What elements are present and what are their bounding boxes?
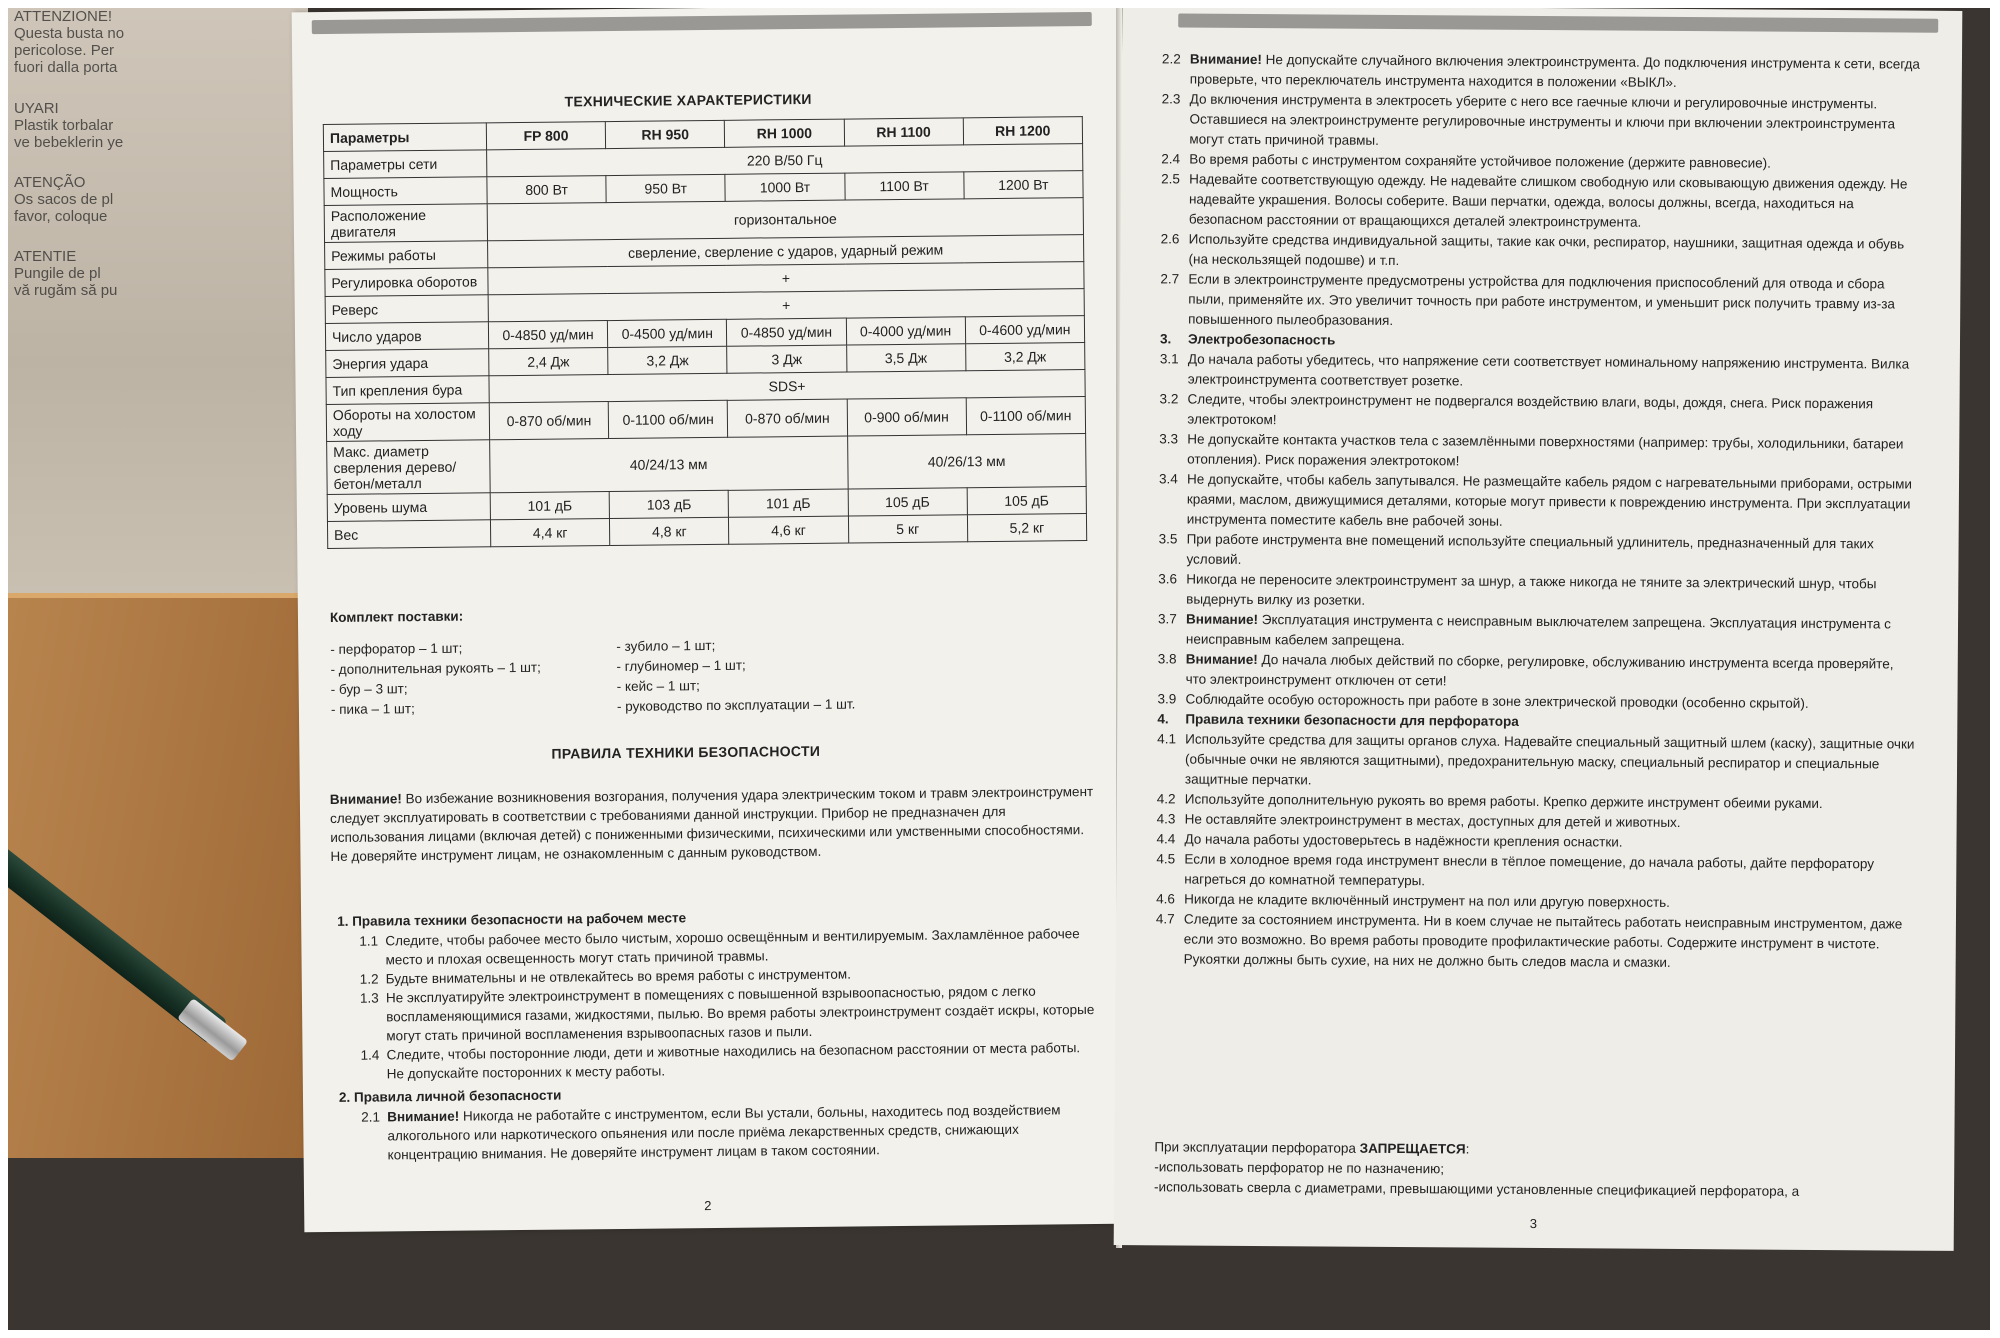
rule-item (1158, 569, 1918, 614)
spec-cell: 220 В/50 Гц (487, 144, 1083, 177)
spec-row-label: Регулировка оборотов (325, 268, 488, 297)
manual-page-2 (292, 8, 1130, 1232)
rule-item (360, 981, 1101, 1046)
forbidden-prefix: При эксплуатации перфоратора (1154, 1139, 1360, 1156)
rule-text (1189, 170, 1921, 235)
rule-number: 2.7 (1160, 271, 1180, 287)
rule-item (1160, 229, 1920, 274)
rule-number: 2.3 (1161, 91, 1181, 107)
kit-item: - кейс – 1 шт; (616, 678, 700, 694)
rule-body: Следите за состоянием инструмента. Ни в коем случае не пытайтесь работать неисправным инструментом, даже если это возможно. Во время работы проводите профилактические работы. Содержите инструмент в чистоте. Рукоятки должны быть сухие, на них не должно быть следов масла и смазки. (1183, 911, 1903, 970)
bag-text-pt: ATENÇÃO Os sacos de pl favor, coloque (14, 174, 114, 225)
rule-number: 2.2 (1161, 51, 1181, 67)
rule-body: До включения инструмента в электросеть уберите с него все гаечные ключи и регулировочные инструменты. Оставшиеся на электроинструменте регулировочные инструменты и ключи при включении электроинструмента могут стать причиной травмы. (1189, 91, 1896, 148)
rule-body: Следите, чтобы электроинструмент не подвергался воздействию влаги, воды, дождя, снега. Риск поражения электротоком! (1187, 391, 1874, 428)
spec-cell: 0-1100 об/мин (608, 400, 728, 438)
rule-text (1187, 390, 1919, 435)
forbidden-item: -использовать перфоратор не по назначению; (1154, 1159, 1445, 1177)
rule-body: Эксплуатация инструмента с неисправным выключателем запрещена. Эксплуатация инструмента с неисправным кабелем запрещена. (1185, 612, 1891, 649)
rule-bold: Внимание! (1186, 611, 1259, 628)
warning-paragraph (330, 782, 1101, 866)
rule-text: Будьте внимательны и не отвлекайтесь во время работы с инструментом. (385, 966, 851, 987)
forbidden-word: ЗАПРЕЩАЕТСЯ (1359, 1140, 1466, 1157)
spec-cell: 103 дБ (609, 490, 729, 518)
rule-number: 2.1 (361, 1109, 381, 1125)
spec-cell: 3 Дж (727, 345, 846, 373)
rule-item (1159, 389, 1919, 434)
rule-number: 4.4 (1156, 831, 1176, 847)
spec-row-label: Тип крепления бура (326, 376, 489, 405)
kit-item: - зубило – 1 шт; (616, 637, 716, 654)
rule-number: 2.4 (1161, 151, 1181, 167)
page-number: 3 (1529, 1215, 1538, 1232)
rule-number: 3.5 (1158, 531, 1178, 547)
spec-cell: 2,4 Дж (489, 348, 608, 376)
rule-body: До начала любых действий по сборке, регулировке, обслуживанию инструмента всегда проверяйте, что электроинструмент отключен от сети! (1185, 652, 1894, 689)
rule-text (1187, 470, 1919, 535)
rule-text (1189, 90, 1921, 155)
rule-text (1186, 530, 1918, 575)
spec-cell: 40/26/13 мм (847, 434, 1086, 489)
spec-cell: 0-4500 уд/мин (608, 319, 728, 347)
spec-row-label: Режимы работы (325, 241, 488, 270)
rule-body: При работе инструмента вне помещений используйте специальный удлинитель, предназначенный для таких условий. (1186, 531, 1874, 567)
kit-item: - перфоратор – 1 шт; (330, 640, 463, 657)
rule-number: 3.4 (1158, 471, 1178, 487)
rule-body: До начала работы убедитесь, что напряжение сети соответствует номинальному напряжению инструмента. Вилка электроинструмента соответствует розетке. (1187, 351, 1910, 389)
spec-cell: 4,4 кг (490, 519, 609, 547)
rule-number: 3.2 (1159, 391, 1179, 407)
spec-cell: 950 Вт (606, 174, 726, 202)
spec-row-label: Число ударов (325, 322, 488, 351)
spec-cell: SDS+ (489, 370, 1085, 403)
rule-number: 1.1 (359, 933, 379, 949)
kit-item: - бур – 3 шт; (330, 681, 408, 697)
spec-row-label: Расположение двигателя (324, 204, 487, 243)
right-rules-list (1156, 49, 1922, 974)
manual-page-3 (1114, 8, 1963, 1251)
warning-text: Во избежание возникновения возгорания, получения удара электрическим током и травм электроинструмент следует эксплуатировать в соответствии с требованиями данной инструкции. Прибор не предназначен для использования лицами (включая детей) с пониженными физическими, психическими или умственными способностями. Не доверяйте инструмент лицам, не ознакомленным с данным руководством. (330, 784, 1094, 864)
spec-cell: 101 дБ (490, 492, 609, 520)
photo-frame (8, 8, 1990, 1330)
spec-cell: горизонтальное (487, 198, 1083, 241)
rule-bold: Правила техники безопасности для перфоратора (1185, 711, 1519, 729)
rule-item (1157, 729, 1917, 794)
rule-text (1186, 610, 1918, 655)
spec-cell: 40/24/13 мм (490, 436, 848, 493)
spec-cell: 0-4600 уд/мин (965, 316, 1085, 344)
rule-bold: Электробезопасность (1187, 331, 1336, 348)
rule-item (1161, 89, 1921, 154)
kit-item: - глубиномер – 1 шт; (616, 657, 746, 674)
rule-item (1162, 49, 1922, 94)
spec-cell: 105 дБ (848, 488, 967, 516)
rule-number: 1.3 (359, 990, 379, 1006)
rule-number: 4.6 (1156, 891, 1175, 907)
rule-body: Никогда не работайте с инструментом, если Вы устали, больны, находитесь под воздействием алкогольного или наркотического опьянения или после приёма лекарственных средств, снижающих концентрацию внимания. Не доверяйте инструмент лицам в таком состоянии. (387, 1102, 1061, 1163)
spec-cell: 5,2 кг (967, 514, 1087, 542)
rule-item (1160, 349, 1920, 394)
rule-number: 3.6 (1158, 571, 1178, 587)
forbidden-suffix: : (1465, 1141, 1470, 1157)
rule-number: 4.7 (1155, 911, 1175, 927)
section-1-title: 1. Правила техники безопасности на рабочем месте (337, 910, 687, 929)
kit-list-1 (330, 638, 541, 720)
spec-cell: 0-870 об/мин (489, 402, 609, 440)
kit-item: - дополнительная рукоять – 1 шт; (330, 659, 541, 677)
rule-body: Надевайте соответствующую одежду. Не надевайте слишком свободную или сковывающую движения одежду. Не надевайте украшения. Волосы соберите. Ваши перчатки, одежда, волосы должны, всегда, находиться на безопасном расстоянии от вращающихся деталей электроинструмента. (1188, 171, 1908, 230)
section-1-list (359, 924, 1101, 1084)
spec-cell: 0-900 об/мин (847, 398, 967, 436)
spec-cell: 0-870 об/мин (728, 399, 848, 437)
rule-number: 3.1 (1159, 351, 1179, 367)
spec-row (327, 434, 1087, 495)
safety-title: ПРАВИЛА ТЕХНИКИ БЕЗОПАСНОСТИ (551, 742, 821, 762)
rule-text: Не эксплуатируйте электроинструмент в помещениях с повышенной взрывоопасностью, рядом с легко воспламеняющимися газами, жидкостями, пылью. Во время работы электроинструмент создаёт искры, которые могут стать причиной воспламенения взрывоопасных газов и пыли. (385, 983, 1095, 1044)
rule-item (1156, 909, 1916, 974)
spec-row-label: Обороты на холостом ходу (326, 403, 489, 442)
rule-text (1184, 850, 1916, 895)
spec-cell: + (488, 262, 1084, 295)
spec-header-params: Параметры (323, 123, 486, 152)
spec-row-label: Мощность (324, 177, 487, 206)
spec-header-model: RH 1200 (963, 117, 1083, 145)
rule-item (1161, 169, 1921, 234)
spec-table (323, 116, 1087, 549)
rule-item (1158, 649, 1918, 694)
rule-item (1156, 849, 1916, 894)
spec-cell: 0-4000 уд/мин (846, 317, 965, 345)
spec-row-label: Реверс (325, 295, 488, 324)
spec-cell: 0-4850 уд/мин (488, 321, 607, 349)
spec-cell: 4,6 кг (729, 516, 848, 544)
rule-number: 1.4 (360, 1047, 380, 1063)
spec-cell: 3,2 Дж (965, 343, 1085, 371)
kit-list-2 (616, 634, 855, 716)
rule-body: Используйте средства индивидуальной защиты, такие как очки, респиратор, наушники, защитная одежда и обувь (на нескользящей подошве) и т.п. (1188, 231, 1905, 269)
spec-row-label: Макс. диаметр сверления дерево/бетон/металл (327, 440, 491, 495)
rule-body: Соблюдайте особую осторожность при работе в зоне электрической проводки (особенно скрытой). (1185, 691, 1809, 711)
rule-body: Во время работы с инструментом сохраняйте устойчивое положение (держите равновесие). (1189, 151, 1771, 171)
rule-item (1160, 269, 1920, 334)
spec-cell: 1000 Вт (725, 173, 844, 201)
rule-item (1159, 469, 1919, 534)
spec-cell: + (488, 289, 1084, 322)
rule-item (361, 1100, 1102, 1165)
rule-number: 4.2 (1156, 791, 1176, 807)
rule-item (359, 924, 1099, 970)
rule-bold: Внимание! (1185, 651, 1258, 668)
rule-body: Используйте дополнительную рукоять во время работы. Крепко держите инструмент обеими руками. (1184, 791, 1823, 811)
rule-body: Не допускайте, чтобы кабель запутывался. Не размещайте кабель рядом с нагревательными приборами, острыми краями, маслом, движущимися деталями, которые могут привести к повреждению инструмента. При эксплуатации инструмента поместите кабель вне рабочей зоны. (1186, 471, 1912, 529)
rule-body: До начала работы удостоверьтесь в надёжности крепления оснастки. (1184, 831, 1623, 850)
rule-number: 3.7 (1158, 611, 1177, 627)
rule-number: 3.8 (1157, 651, 1177, 667)
rule-text: Следите, чтобы рабочее место было чистым, хорошо освещённым и вентилируемым. Захламлённое рабочее место и плохая освещенность могут стать причиной травмы. (385, 926, 1080, 968)
rule-text (1188, 270, 1920, 335)
rule-body: Не допускайте контакта участков тела с заземлёнными поверхностями (например: трубы, холодильники, батареи отопления). Риск поражения электротоком! (1187, 431, 1904, 469)
spec-header-model: RH 1100 (844, 118, 963, 146)
spec-header-model: RH 1000 (725, 119, 844, 147)
rule-text (1188, 350, 1920, 395)
rule-text (1184, 910, 1916, 975)
rule-number: 3.3 (1159, 431, 1179, 447)
rule-number: 1.2 (359, 971, 379, 987)
rule-number: 2.5 (1161, 171, 1180, 187)
rule-body: Если в холодное время года инструмент внесли в тёплое помещение, до начала работы, дайте перфоратору нагреться до комнатной температуры. (1184, 851, 1875, 889)
spec-row-label: Уровень шума (327, 493, 490, 522)
rule-number: 4.1 (1157, 731, 1177, 747)
rule-text (1185, 730, 1917, 795)
spec-cell: 0-4850 уд/мин (727, 318, 846, 346)
forbidden-item: -использовать сверла с диаметрами, превышающими установленные спецификацией перфоратора, а (1154, 1179, 1800, 1199)
rule-item (1158, 609, 1918, 654)
bag-text-it: ATTENZIONE! Questa busta no pericolose. Per fuori dalla porta (14, 8, 125, 76)
rule-text (1186, 570, 1918, 615)
rule-body: Не допускайте случайного включения электроинструмента. До подключения инструмента к сети, всегда проверьте, что переключатель инструмента находится в положении «ВЫКЛ». (1189, 52, 1920, 90)
spec-row-label: Параметры сети (324, 150, 487, 179)
rule-body: Если в электроинструменте предусмотрены устройства для подключения приспособлений для отвода и сбора пыли, применяйте их. Это увеличит точность при работе инструментом, и уменьшит риск получить травму из-за повышенного пылеобразования. (1188, 271, 1896, 328)
rule-number: 2.6 (1160, 231, 1180, 247)
rule-body: Используйте средства для защиты органов слуха. Надевайте специальный защитный шлем (каску), защитные очки (обычные очки не являются защитными), предохранительную маску, специальный респиратор и специальные защитные перчатки. (1184, 731, 1915, 788)
rule-number: 4.5 (1156, 851, 1176, 867)
spec-cell: 1100 Вт (844, 172, 963, 200)
plastic-bag (8, 8, 308, 598)
kit-item: - руководство по эксплуатации – 1 шт. (616, 696, 856, 714)
page-number: 2 (704, 1198, 712, 1214)
bag-text-tr: UYARI Plastik torbalar ve bebeklerin ye (14, 100, 124, 151)
rule-body: Не оставляйте электроинструмент в местах, доступных для детей и животных. (1184, 811, 1681, 831)
rule-number: 3.9 (1157, 691, 1177, 707)
spec-header-model: RH 950 (605, 120, 725, 148)
section-2-title: 2. Правила личной безопасности (338, 1087, 562, 1105)
spec-cell: 101 дБ (729, 489, 848, 517)
kit-item: - пика – 1 шт; (330, 701, 415, 717)
spec-cell: сверление, сверление с ударов, ударный режим (488, 235, 1084, 268)
spec-title: ТЕХНИЧЕСКИЕ ХАРАКТЕРИСТИКИ (564, 90, 812, 110)
rule-text (1188, 230, 1920, 275)
bag-text-ro: ATENTIE Pungile de pl vă rugăm să pu (14, 248, 118, 299)
warning-label: Внимание! (329, 791, 402, 807)
rule-item (1159, 429, 1919, 474)
spec-header-model: FP 800 (486, 122, 605, 150)
spec-cell: 1200 Вт (964, 171, 1084, 199)
rule-text: Следите, чтобы посторонние люди, дети и животные находились на безопасном расстоянии от места работы. Не допускайте посторонних к месту работы. (386, 1040, 1081, 1082)
rule-text (1186, 650, 1918, 695)
spec-cell: 105 дБ (967, 487, 1087, 515)
rule-number: 3. (1159, 331, 1172, 347)
kit-title: Комплект поставки: (329, 608, 464, 625)
rule-body: Никогда не переносите электроинструмент за шнур, а также никогда не тяните за электрический шнур, чтобы выдернуть вилку из розетки. (1186, 571, 1877, 608)
rule-item (1158, 529, 1918, 574)
spec-row-label: Вес (327, 520, 490, 549)
rule-item (360, 1038, 1100, 1084)
spec-cell: 4,8 кг (610, 517, 730, 545)
rule-text (387, 1100, 1102, 1164)
rule-number: 4.3 (1156, 811, 1176, 827)
rule-text (1187, 430, 1919, 475)
spec-cell: 0-1100 об/мин (966, 397, 1086, 435)
spec-cell: 3,2 Дж (608, 346, 728, 374)
spec-cell: 800 Вт (487, 176, 606, 204)
page-top-bar (1178, 13, 1938, 32)
spec-cell: 3,5 Дж (846, 344, 965, 372)
rule-number: 4. (1157, 711, 1169, 727)
spec-row-label: Энергия удара (326, 349, 489, 378)
rule-bold: Внимание! (387, 1108, 460, 1125)
page-top-bar (312, 12, 1092, 34)
rule-text (1190, 50, 1922, 95)
spec-cell: 5 кг (848, 515, 967, 543)
rule-body: Никогда не кладите включённый инструмент на пол или другую поверхность. (1184, 891, 1671, 910)
rule-bold: Внимание! (1189, 51, 1262, 68)
